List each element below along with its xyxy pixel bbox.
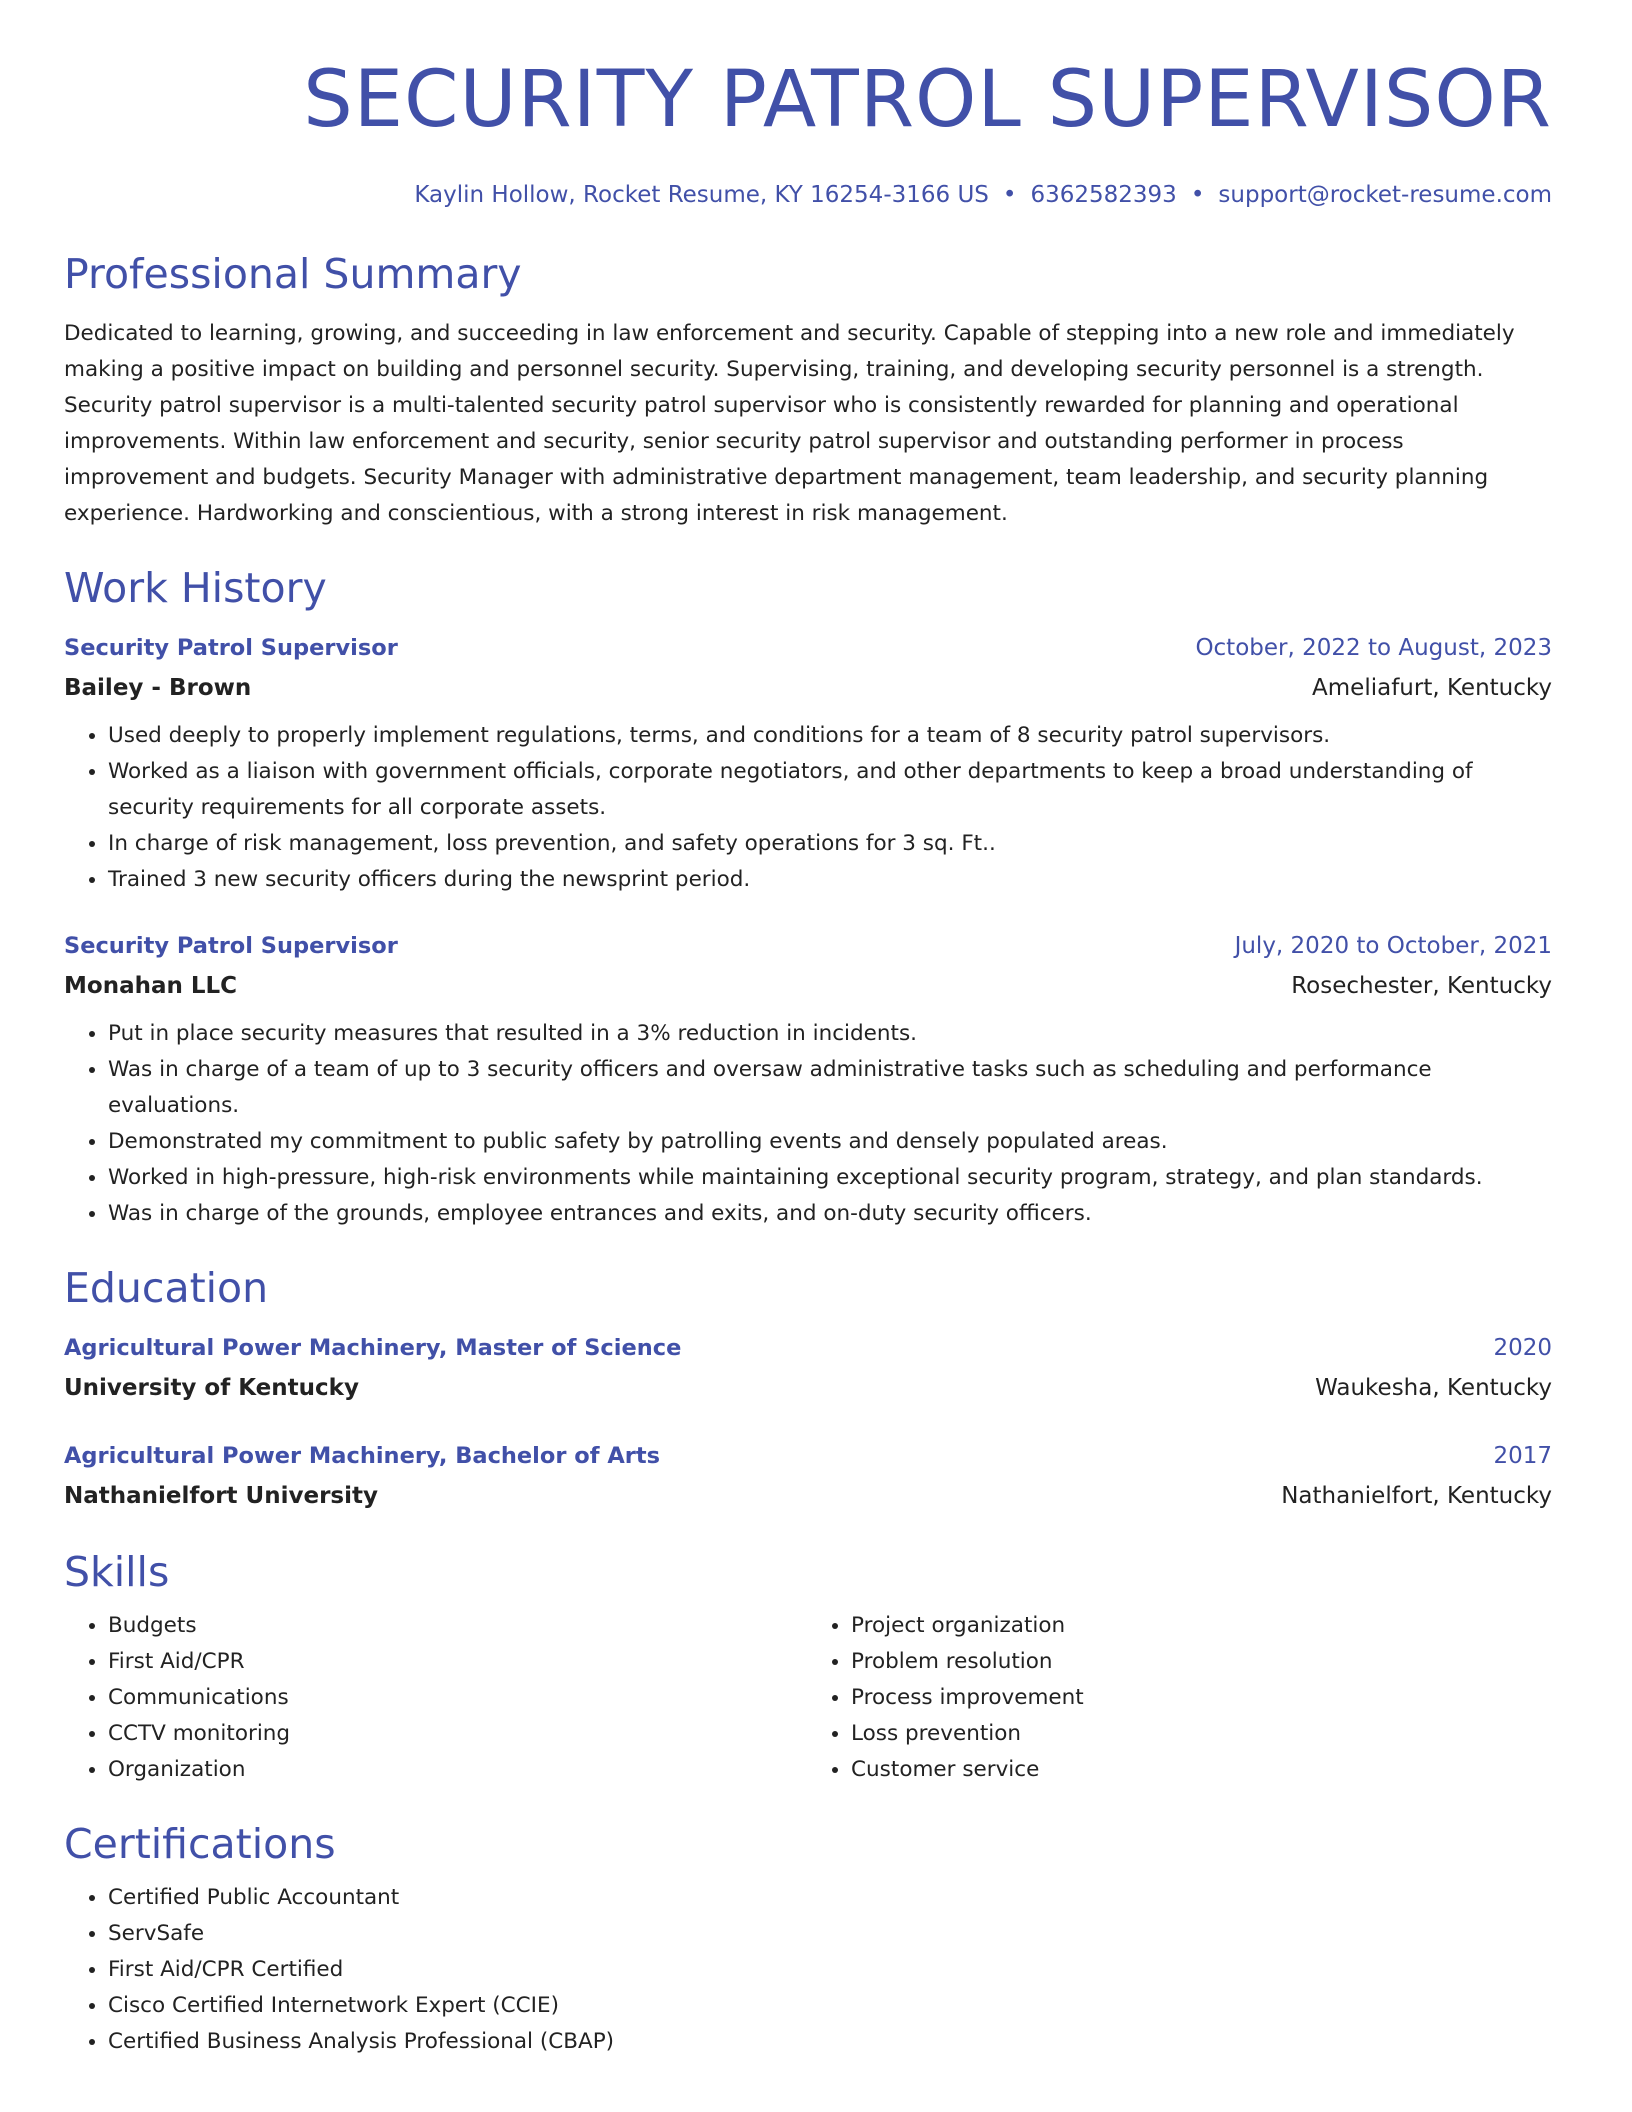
education-degree: Agricultural Power Machinery, Bachelor of Arts — [64, 1443, 661, 1469]
job-location: Rosechester, Kentucky — [1291, 973, 1552, 999]
job-dates: July, 2020 to October, 2021 — [1234, 933, 1552, 959]
job-title: Security Patrol Supervisor — [64, 933, 398, 959]
skills-list-right — [807, 1608, 1552, 1788]
summary-heading: Professional Summary — [64, 250, 522, 298]
skill-item: • Customer service — [851, 1752, 1552, 1788]
job-entry — [64, 926, 1552, 1232]
skills-list-left — [64, 1608, 807, 1788]
skill-item: • Process improvement — [851, 1680, 1552, 1716]
job-bullet: • In charge of risk management, loss prevention, and safety operations for 3 sq. Ft.. — [108, 826, 1552, 862]
skill-item: • Project organization — [851, 1608, 1552, 1644]
skill-item: • Communications — [108, 1680, 807, 1716]
skill-item: • Organization — [108, 1752, 807, 1788]
contact-separator: • — [1002, 182, 1017, 208]
job-company: Monahan LLC — [64, 973, 238, 999]
certification-item: • First Aid/CPR Certified — [108, 1952, 1552, 1988]
certification-item: • Certified Business Analysis Professional (CBAP) — [108, 2024, 1552, 2060]
job-bullets — [64, 1016, 1552, 1232]
certification-item: • Cisco Certified Internetwork Expert (CCIE) — [108, 1988, 1552, 2024]
job-bullet: • Used deeply to properly implement regulations, terms, and conditions for a team of 8 security patrol supervisors. — [108, 718, 1552, 754]
work-history-heading: Work History — [64, 564, 327, 612]
candidate-title: SECURITY PATROL SUPERVISOR — [303, 55, 1552, 145]
skill-item: • First Aid/CPR — [108, 1644, 807, 1680]
skill-item: • CCTV monitoring — [108, 1716, 807, 1752]
job-bullet: • Worked in high-pressure, high-risk environments while maintaining exceptional security program, strategy, and plan standards. — [108, 1160, 1552, 1196]
education-heading: Education — [64, 1264, 269, 1312]
job-dates: October, 2022 to August, 2023 — [1195, 635, 1552, 661]
work-history-section — [64, 562, 1552, 1232]
contact-phone: 6362582393 — [1030, 182, 1177, 208]
education-year: 2020 — [1493, 1335, 1552, 1361]
job-title: Security Patrol Supervisor — [64, 635, 398, 661]
skills-section — [64, 1546, 1552, 1788]
job-bullet: • Trained 3 new security officers during the newsprint period. — [108, 862, 1552, 898]
job-bullet: • Demonstrated my commitment to public safety by patrolling events and densely populated areas. — [108, 1124, 1552, 1160]
job-bullet: • Was in charge of the grounds, employee entrances and exits, and on-duty security officers. — [108, 1196, 1552, 1232]
contact-address: Kaylin Hollow, Rocket Resume, KY 16254-3166 US — [414, 182, 989, 208]
skill-item: • Loss prevention — [851, 1716, 1552, 1752]
education-entry — [64, 1436, 1552, 1516]
education-degree: Agricultural Power Machinery, Master of Science — [64, 1335, 682, 1361]
job-bullets — [64, 718, 1552, 898]
education-location: Nathanielfort, Kentucky — [1281, 1483, 1552, 1509]
job-bullet: • Worked as a liaison with government officials, corporate negotiators, and other departments to keep a broad understanding of security requirements for all corporate assets. — [108, 754, 1552, 826]
certifications-section — [64, 1818, 1552, 2060]
education-school: Nathanielfort University — [64, 1483, 378, 1509]
summary-text: Dedicated to learning, growing, and succeeding in law enforcement and security. Capable of stepping into a new role and immediately making a positive impact on building and personnel security. Supervising, training, and developing security personnel is a strength. Security patrol supervisor is a multi-talented security patrol supervisor who is consistently rewarded for planning and operational improvements. Within law enforcement and security, senior security patrol supervisor and outstanding performer in process improvement and budgets. Security Manager with administrative department management, team leadership, and security planning experience. Hardworking and conscientious, with a strong interest in risk management. — [64, 321, 1515, 526]
education-section — [64, 1262, 1552, 1516]
skill-item: • Problem resolution — [851, 1644, 1552, 1680]
education-year: 2017 — [1493, 1443, 1552, 1469]
skill-item: • Budgets — [108, 1608, 807, 1644]
skills-heading: Skills — [64, 1548, 170, 1596]
education-entry — [64, 1328, 1552, 1408]
education-location: Waukesha, Kentucky — [1315, 1375, 1552, 1401]
job-bullet: • Put in place security measures that resulted in a 3% reduction in incidents. — [108, 1016, 1552, 1052]
contact-separator: • — [1190, 182, 1205, 208]
job-entry — [64, 628, 1552, 898]
certification-item: • ServSafe — [108, 1916, 1552, 1952]
job-company: Bailey - Brown — [64, 675, 252, 701]
job-bullet: • Was in charge of a team of up to 3 security officers and oversaw administrative tasks such as scheduling and performance evaluations. — [108, 1052, 1552, 1124]
certification-item: • Certified Public Accountant — [108, 1880, 1552, 1916]
contact-line — [64, 180, 1552, 210]
education-school: University of Kentucky — [64, 1375, 359, 1401]
certifications-heading: Certifications — [64, 1820, 336, 1868]
certifications-list — [64, 1880, 1552, 2060]
contact-email: support@rocket-resume.com — [1218, 182, 1552, 208]
job-location: Ameliafurt, Kentucky — [1312, 675, 1552, 701]
